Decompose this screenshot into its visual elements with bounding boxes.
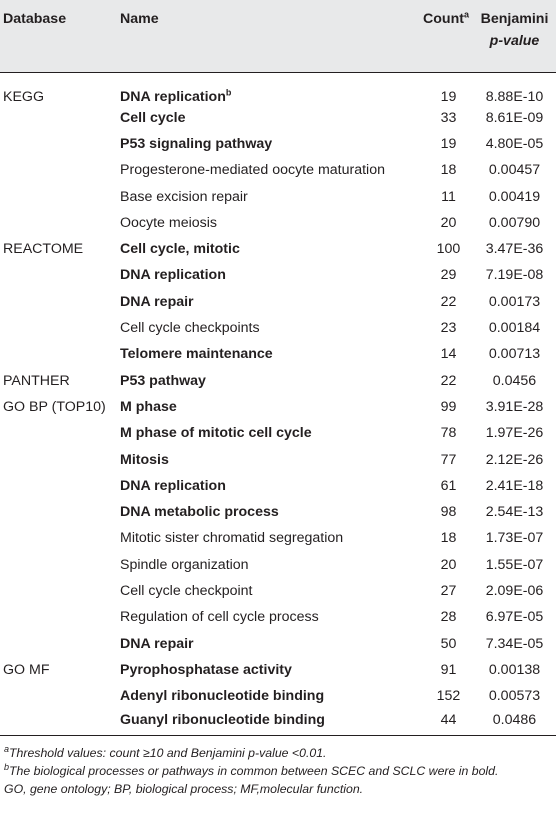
cell-name: Cell cycle <box>120 109 186 126</box>
cell-name: Regulation of cell cycle process <box>120 609 319 626</box>
footnote-abbreviations: GO, gene ontology; BP, biological process; MF,molecular function. <box>4 782 364 797</box>
cell-database <box>0 157 117 183</box>
cell-pvalue: 2.41E-18 <box>485 477 544 494</box>
cell-database <box>0 446 117 472</box>
cell-pvalue: 2.12E-26 <box>485 451 544 468</box>
table-row <box>0 289 556 315</box>
table-row <box>0 105 556 131</box>
cell-name: Cell cycle checkpoint <box>120 582 253 599</box>
cell-count: 14 <box>440 346 457 363</box>
cell-pvalue: 2.09E-06 <box>485 582 544 599</box>
cell-count: 20 <box>440 214 457 231</box>
table-header <box>0 0 556 72</box>
cell-count: 29 <box>440 267 457 284</box>
cell-count: 61 <box>440 477 457 494</box>
cell-database <box>0 183 117 209</box>
cell-pvalue: 4.80E-05 <box>485 135 544 152</box>
table-body <box>0 72 556 736</box>
cell-count: 19 <box>440 88 457 105</box>
cell-pvalue: 1.97E-26 <box>485 425 544 442</box>
cell-name: DNA metabolic process <box>120 504 279 521</box>
count-footnote-mark: a <box>463 9 469 20</box>
cell-pvalue: 0.00457 <box>488 162 541 179</box>
cell-name: DNA replication <box>120 267 226 284</box>
table-row <box>0 236 556 262</box>
cell-name: Telomere maintenance <box>120 346 273 363</box>
cell-name: M phase of mitotic cell cycle <box>120 425 312 442</box>
header-benjamini-pvalue: Benjamini p-value <box>473 0 556 72</box>
table-row <box>0 420 556 446</box>
cell-database <box>0 210 117 236</box>
table-row <box>0 315 556 341</box>
header-row <box>0 0 556 72</box>
table-row <box>0 683 556 709</box>
cell-name: DNA repair <box>120 635 194 652</box>
cell-pvalue: 0.00713 <box>488 346 541 363</box>
cell-pvalue: 3.91E-28 <box>485 398 544 415</box>
cell-database <box>0 105 117 131</box>
cell-pvalue: 7.34E-05 <box>485 635 544 652</box>
cell-database <box>0 578 117 604</box>
cell-name: P53 pathway <box>120 372 206 389</box>
cell-count: 98 <box>440 504 457 521</box>
cell-pvalue: 0.00184 <box>488 320 541 337</box>
cell-database <box>0 262 117 288</box>
cell-count: 18 <box>440 530 457 547</box>
header-count: Count$^a$ <box>406 0 473 72</box>
table-row <box>0 446 556 472</box>
cell-count: 50 <box>440 635 457 652</box>
cell-count: 91 <box>440 661 457 678</box>
cell-count: 44 <box>406 709 473 735</box>
name-footnote-mark: b <box>225 86 232 97</box>
cell-name: Base excision repair <box>120 188 248 205</box>
cell-count: 33 <box>440 109 457 126</box>
cell-pvalue: 8.61E-09 <box>485 109 544 126</box>
table-row <box>0 341 556 367</box>
cell-name: Guanyl ribonucleotide binding <box>117 709 406 735</box>
table-row <box>0 157 556 183</box>
cell-name: Mitosis <box>120 451 169 468</box>
cell-pvalue: 8.88E-10 <box>485 88 544 105</box>
table-row <box>0 525 556 551</box>
table-footnotes <box>0 736 556 798</box>
cell-database <box>0 630 117 656</box>
cell-count: 23 <box>440 320 457 337</box>
cell-pvalue: 0.00790 <box>488 214 541 231</box>
cell-name: Cell cycle checkpoints <box>120 320 260 337</box>
cell-database <box>0 552 117 578</box>
cell-pvalue: 0.00573 <box>488 688 541 705</box>
table-row <box>0 394 556 420</box>
cell-count: 27 <box>440 582 457 599</box>
table-row <box>0 499 556 525</box>
cell-name: M phase <box>120 398 177 415</box>
cell-database <box>0 315 117 341</box>
table-row <box>0 552 556 578</box>
cell-pvalue: 1.55E-07 <box>485 556 544 573</box>
footnote-b: $^b$The biological processes or pathways in common between SCEC and SCLC were in bold. <box>4 762 499 779</box>
cell-database <box>0 289 117 315</box>
cell-database: GO BP (TOP10) <box>3 398 106 415</box>
cell-database: KEGG <box>3 88 44 105</box>
header-database: Database <box>0 0 117 72</box>
footnote-a: $^a$Threshold values: count ≥10 and Benjamini p-value <0.01. <box>4 744 327 761</box>
cell-database <box>0 709 117 735</box>
cell-database <box>0 499 117 525</box>
table-row <box>0 473 556 499</box>
cell-database: REACTOME <box>3 241 84 258</box>
cell-name: DNA replication <box>120 477 226 494</box>
cell-count: 11 <box>441 188 456 205</box>
cell-name: P53 signaling pathway <box>120 135 273 152</box>
cell-pvalue: 2.54E-13 <box>485 504 544 521</box>
table-row <box>0 210 556 236</box>
cell-count: 99 <box>440 398 457 415</box>
table-row <box>0 709 556 735</box>
cell-pvalue: 1.73E-07 <box>485 530 544 547</box>
table-row <box>0 72 556 105</box>
cell-name: Spindle organization <box>120 556 249 573</box>
cell-pvalue: 3.47E-36 <box>485 241 544 258</box>
table-row <box>0 604 556 630</box>
cell-count: 152 <box>436 688 461 705</box>
header-name: Name <box>117 0 406 72</box>
table-row <box>0 262 556 288</box>
cell-count: 22 <box>440 293 457 310</box>
cell-name: Oocyte meiosis <box>120 214 217 231</box>
table-row <box>0 630 556 656</box>
cell-pvalue: 0.0486 <box>473 709 556 735</box>
cell-database <box>0 473 117 499</box>
cell-count: 20 <box>440 556 457 573</box>
table-row <box>0 657 556 683</box>
cell-pvalue: 0.00173 <box>488 293 541 310</box>
table-row <box>0 578 556 604</box>
table-row <box>0 131 556 157</box>
cell-count: 100 <box>436 241 461 258</box>
cell-pvalue: 7.19E-08 <box>485 267 544 284</box>
cell-database <box>0 604 117 630</box>
cell-database <box>0 131 117 157</box>
cell-count: 77 <box>440 451 457 468</box>
cell-name: Mitotic sister chromatid segregation <box>120 530 344 547</box>
cell-name: Progesterone-mediated oocyte maturation <box>120 162 385 179</box>
cell-name: Adenyl ribonucleotide binding <box>120 688 325 705</box>
cell-database <box>0 525 117 551</box>
cell-name: Cell cycle, mitotic <box>120 241 240 258</box>
table-row <box>0 367 556 393</box>
cell-database <box>0 420 117 446</box>
table-row <box>0 183 556 209</box>
cell-name: Pyrophosphatase activity <box>120 661 292 678</box>
cell-count: 19 <box>440 135 457 152</box>
cell-pvalue: 0.0456 <box>492 372 537 389</box>
cell-pvalue: 0.00138 <box>488 661 541 678</box>
cell-count: 28 <box>440 609 457 626</box>
cell-database: PANTHER <box>3 372 70 389</box>
cell-count: 18 <box>440 162 457 179</box>
cell-name: DNA replication$^b$ <box>120 86 232 105</box>
cell-name: DNA repair <box>120 293 194 310</box>
cell-database: GO MF <box>3 661 50 678</box>
cell-count: 78 <box>440 425 457 442</box>
cell-pvalue: 0.00419 <box>488 188 541 205</box>
cell-database <box>0 341 117 367</box>
cell-count: 22 <box>440 372 457 389</box>
cell-database <box>0 683 117 709</box>
cell-pvalue: 6.97E-05 <box>485 609 544 626</box>
